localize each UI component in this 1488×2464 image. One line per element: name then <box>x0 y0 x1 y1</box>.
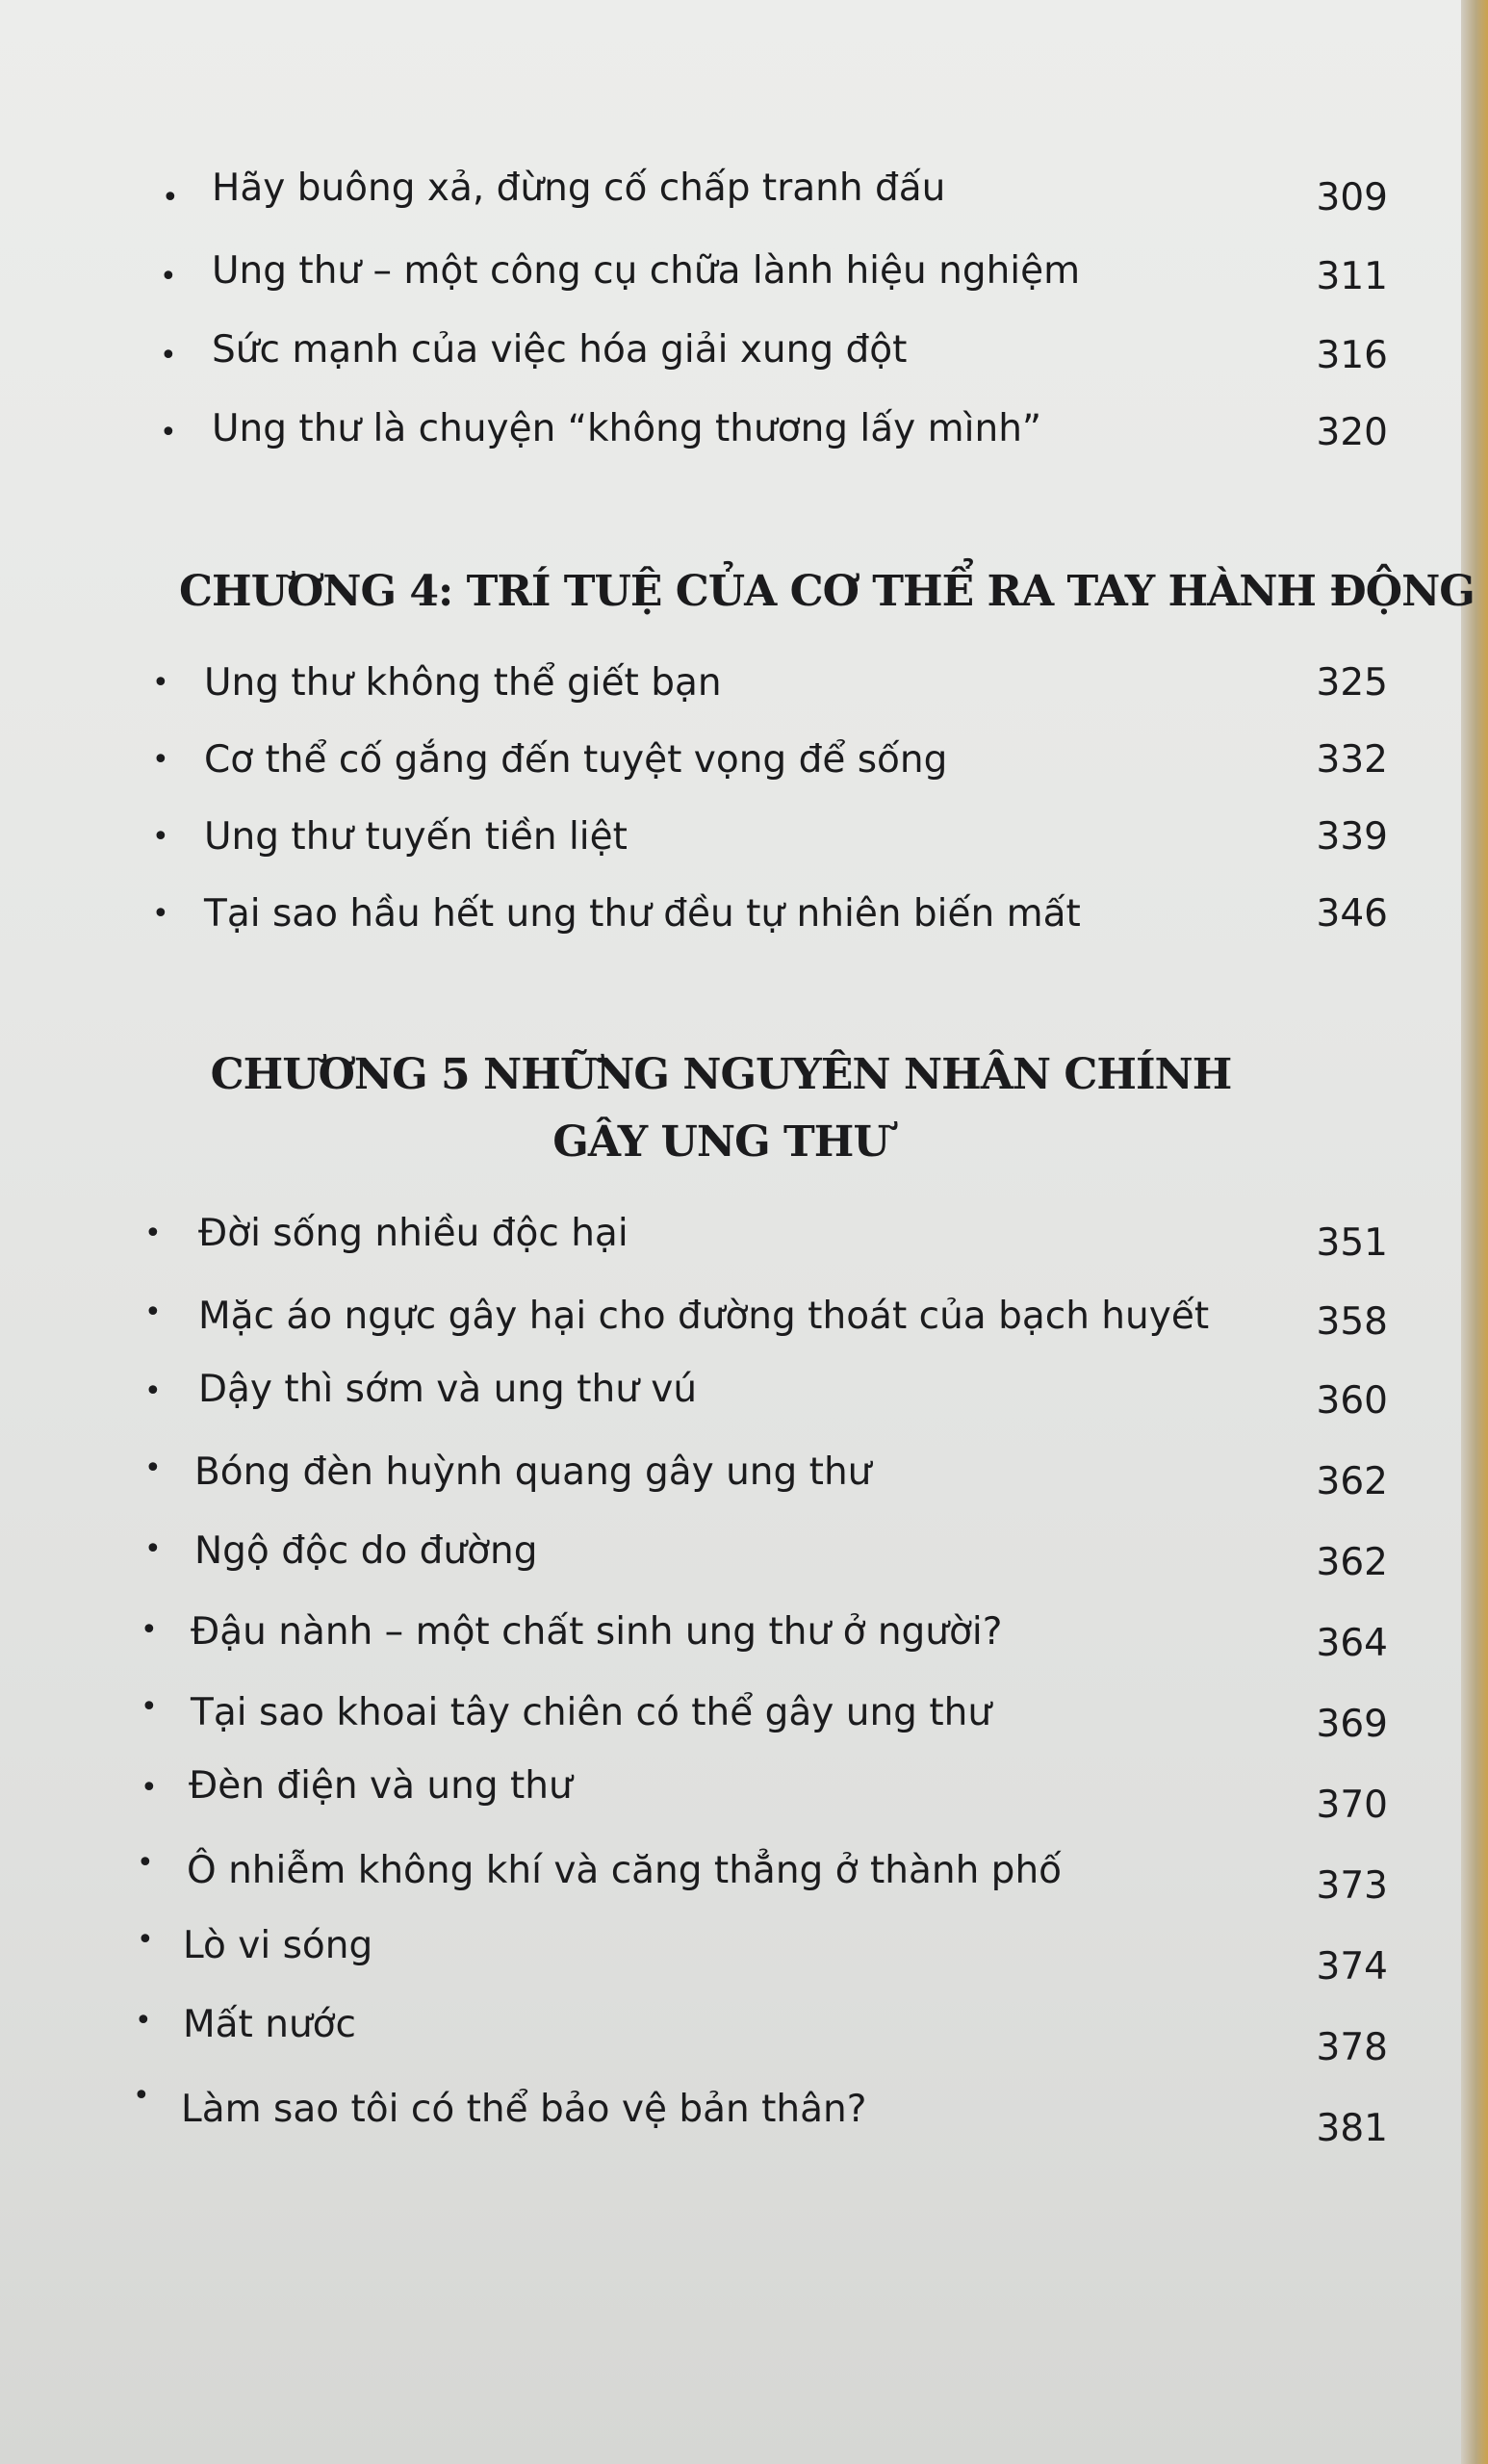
toc-entry <box>0 169 1405 227</box>
toc-entry-title: Lò vi sóng <box>183 1924 373 1967</box>
toc-entry-title: Ung thư – một công cụ chữa lành hiệu nghiệm <box>212 249 1081 293</box>
bullet: • <box>144 1374 162 1408</box>
toc-entry-title: Dậy thì sớm và ung thư vú <box>198 1368 698 1411</box>
toc-entry <box>0 886 1405 943</box>
toc-entry <box>0 327 1405 385</box>
bullet: • <box>144 1296 162 1329</box>
toc-entry-title: Ô nhiễm không khí và căng thẳng ở thành phố <box>187 1849 1063 1892</box>
bullet: • <box>152 820 169 854</box>
toc-entry-page: 362 <box>1316 1541 1388 1584</box>
bullet: • <box>144 1217 162 1250</box>
bullet: • <box>141 1690 158 1724</box>
bullet: • <box>152 897 169 931</box>
bullet: • <box>160 339 177 372</box>
toc-entry-page: 374 <box>1316 1945 1388 1989</box>
bullet: • <box>160 260 177 294</box>
chapter-5-heading-line2: GÂY UNG THƯ <box>552 1117 889 1167</box>
toc-entry-page: 332 <box>1316 738 1388 782</box>
toc-entry <box>0 1690 1405 1754</box>
toc-entry-title: Ung thư không thể giết bạn <box>204 661 722 705</box>
bullet: • <box>144 1451 162 1485</box>
bullet: • <box>137 1923 154 1957</box>
toc-entry-page: 360 <box>1316 1379 1388 1423</box>
chapter-5-heading-line1: CHƯƠNG 5 NHỮNG NGUYÊN NHÂN CHÍNH <box>210 1050 1232 1099</box>
bullet: • <box>160 416 177 449</box>
toc-entry-page: 370 <box>1316 1784 1388 1827</box>
toc-entry <box>0 732 1405 789</box>
toc-entry-title: Mất nước <box>183 2003 356 2046</box>
toc-entry <box>0 1846 1405 1915</box>
bullet: • <box>135 2004 152 2038</box>
toc-entry-page: 362 <box>1316 1460 1388 1503</box>
toc-entry-title: Hãy buông xả, đừng cố chấp tranh đấu <box>212 167 946 210</box>
toc-entry-page: 311 <box>1316 255 1388 298</box>
toc-entry-title: Ung thư là chuyện “không thương lấy mình” <box>212 407 1042 450</box>
toc-entry <box>0 2079 1405 2158</box>
toc-entry <box>0 1764 1405 1835</box>
toc-entry <box>0 404 1405 462</box>
toc-entry-page: 339 <box>1316 815 1388 859</box>
bullet: • <box>152 743 169 777</box>
toc-entry-page: 351 <box>1316 1221 1388 1265</box>
toc-entry-page: 325 <box>1316 661 1388 705</box>
toc-entry <box>0 248 1405 306</box>
toc-entry-title: Ung thư tuyến tiền liệt <box>204 815 628 859</box>
toc-entry-page: 378 <box>1316 2026 1388 2069</box>
toc-entry-title: Đậu nành – một chất sinh ung thư ở người? <box>191 1610 1003 1654</box>
toc-entry-title: Đời sống nhiều độc hại <box>198 1212 629 1255</box>
toc-entry-page: 373 <box>1316 1864 1388 1908</box>
toc-entry <box>0 1610 1405 1673</box>
toc-entry <box>0 2003 1405 2077</box>
toc-entry-page: 346 <box>1316 892 1388 936</box>
toc-entry <box>0 808 1405 866</box>
page-edge <box>1461 0 1488 2464</box>
toc-entry-page: 316 <box>1316 334 1388 377</box>
toc-entry-page: 309 <box>1316 176 1388 219</box>
toc-entry <box>0 1368 1405 1430</box>
toc-entry-title: Bóng đèn huỳnh quang gây ung thư <box>194 1450 872 1494</box>
toc-entry <box>0 1212 1405 1272</box>
toc-entry-page: 369 <box>1316 1703 1388 1746</box>
bullet: • <box>141 1771 158 1805</box>
chapter-4-heading: CHƯƠNG 4: TRÍ TUỆ CỦA CƠ THỂ RA TAY HÀNH ĐỘNG <box>179 567 1475 616</box>
toc-entry-page: 358 <box>1316 1300 1388 1344</box>
bullet: • <box>133 2079 150 2113</box>
bullet: • <box>137 1846 154 1880</box>
toc-entry <box>0 654 1405 712</box>
toc-entry <box>0 1450 1405 1511</box>
toc-entry-title: Mặc áo ngực gây hại cho đường thoát của bạch huyết <box>198 1295 1210 1338</box>
bullet: • <box>141 1613 158 1647</box>
toc-entry-title: Làm sao tôi có thể bảo vệ bản thân? <box>181 2088 867 2131</box>
toc-entry-page: 381 <box>1316 2107 1388 2150</box>
toc-entry-title: Cơ thể cố gắng đến tuyệt vọng để sống <box>204 738 948 782</box>
toc-entry-title: Tại sao khoai tây chiên có thể gây ung thư <box>191 1691 992 1734</box>
toc-entry-title: Ngộ độc do đường <box>194 1529 538 1573</box>
toc-entry-title: Đèn điện và ung thư <box>189 1764 573 1808</box>
bullet: • <box>152 666 169 700</box>
toc-entry-page: 320 <box>1316 411 1388 454</box>
toc-entry-title: Sức mạnh của việc hóa giải xung đột <box>212 328 908 372</box>
toc-entry <box>0 1529 1405 1592</box>
toc-entry-page: 364 <box>1316 1622 1388 1665</box>
bullet: • <box>162 181 179 215</box>
bullet: • <box>144 1532 162 1566</box>
toc-entry <box>0 1294 1405 1351</box>
toc-entry <box>0 1923 1405 1996</box>
toc-entry-title: Tại sao hầu hết ung thư đều tự nhiên biến mất <box>204 892 1081 936</box>
